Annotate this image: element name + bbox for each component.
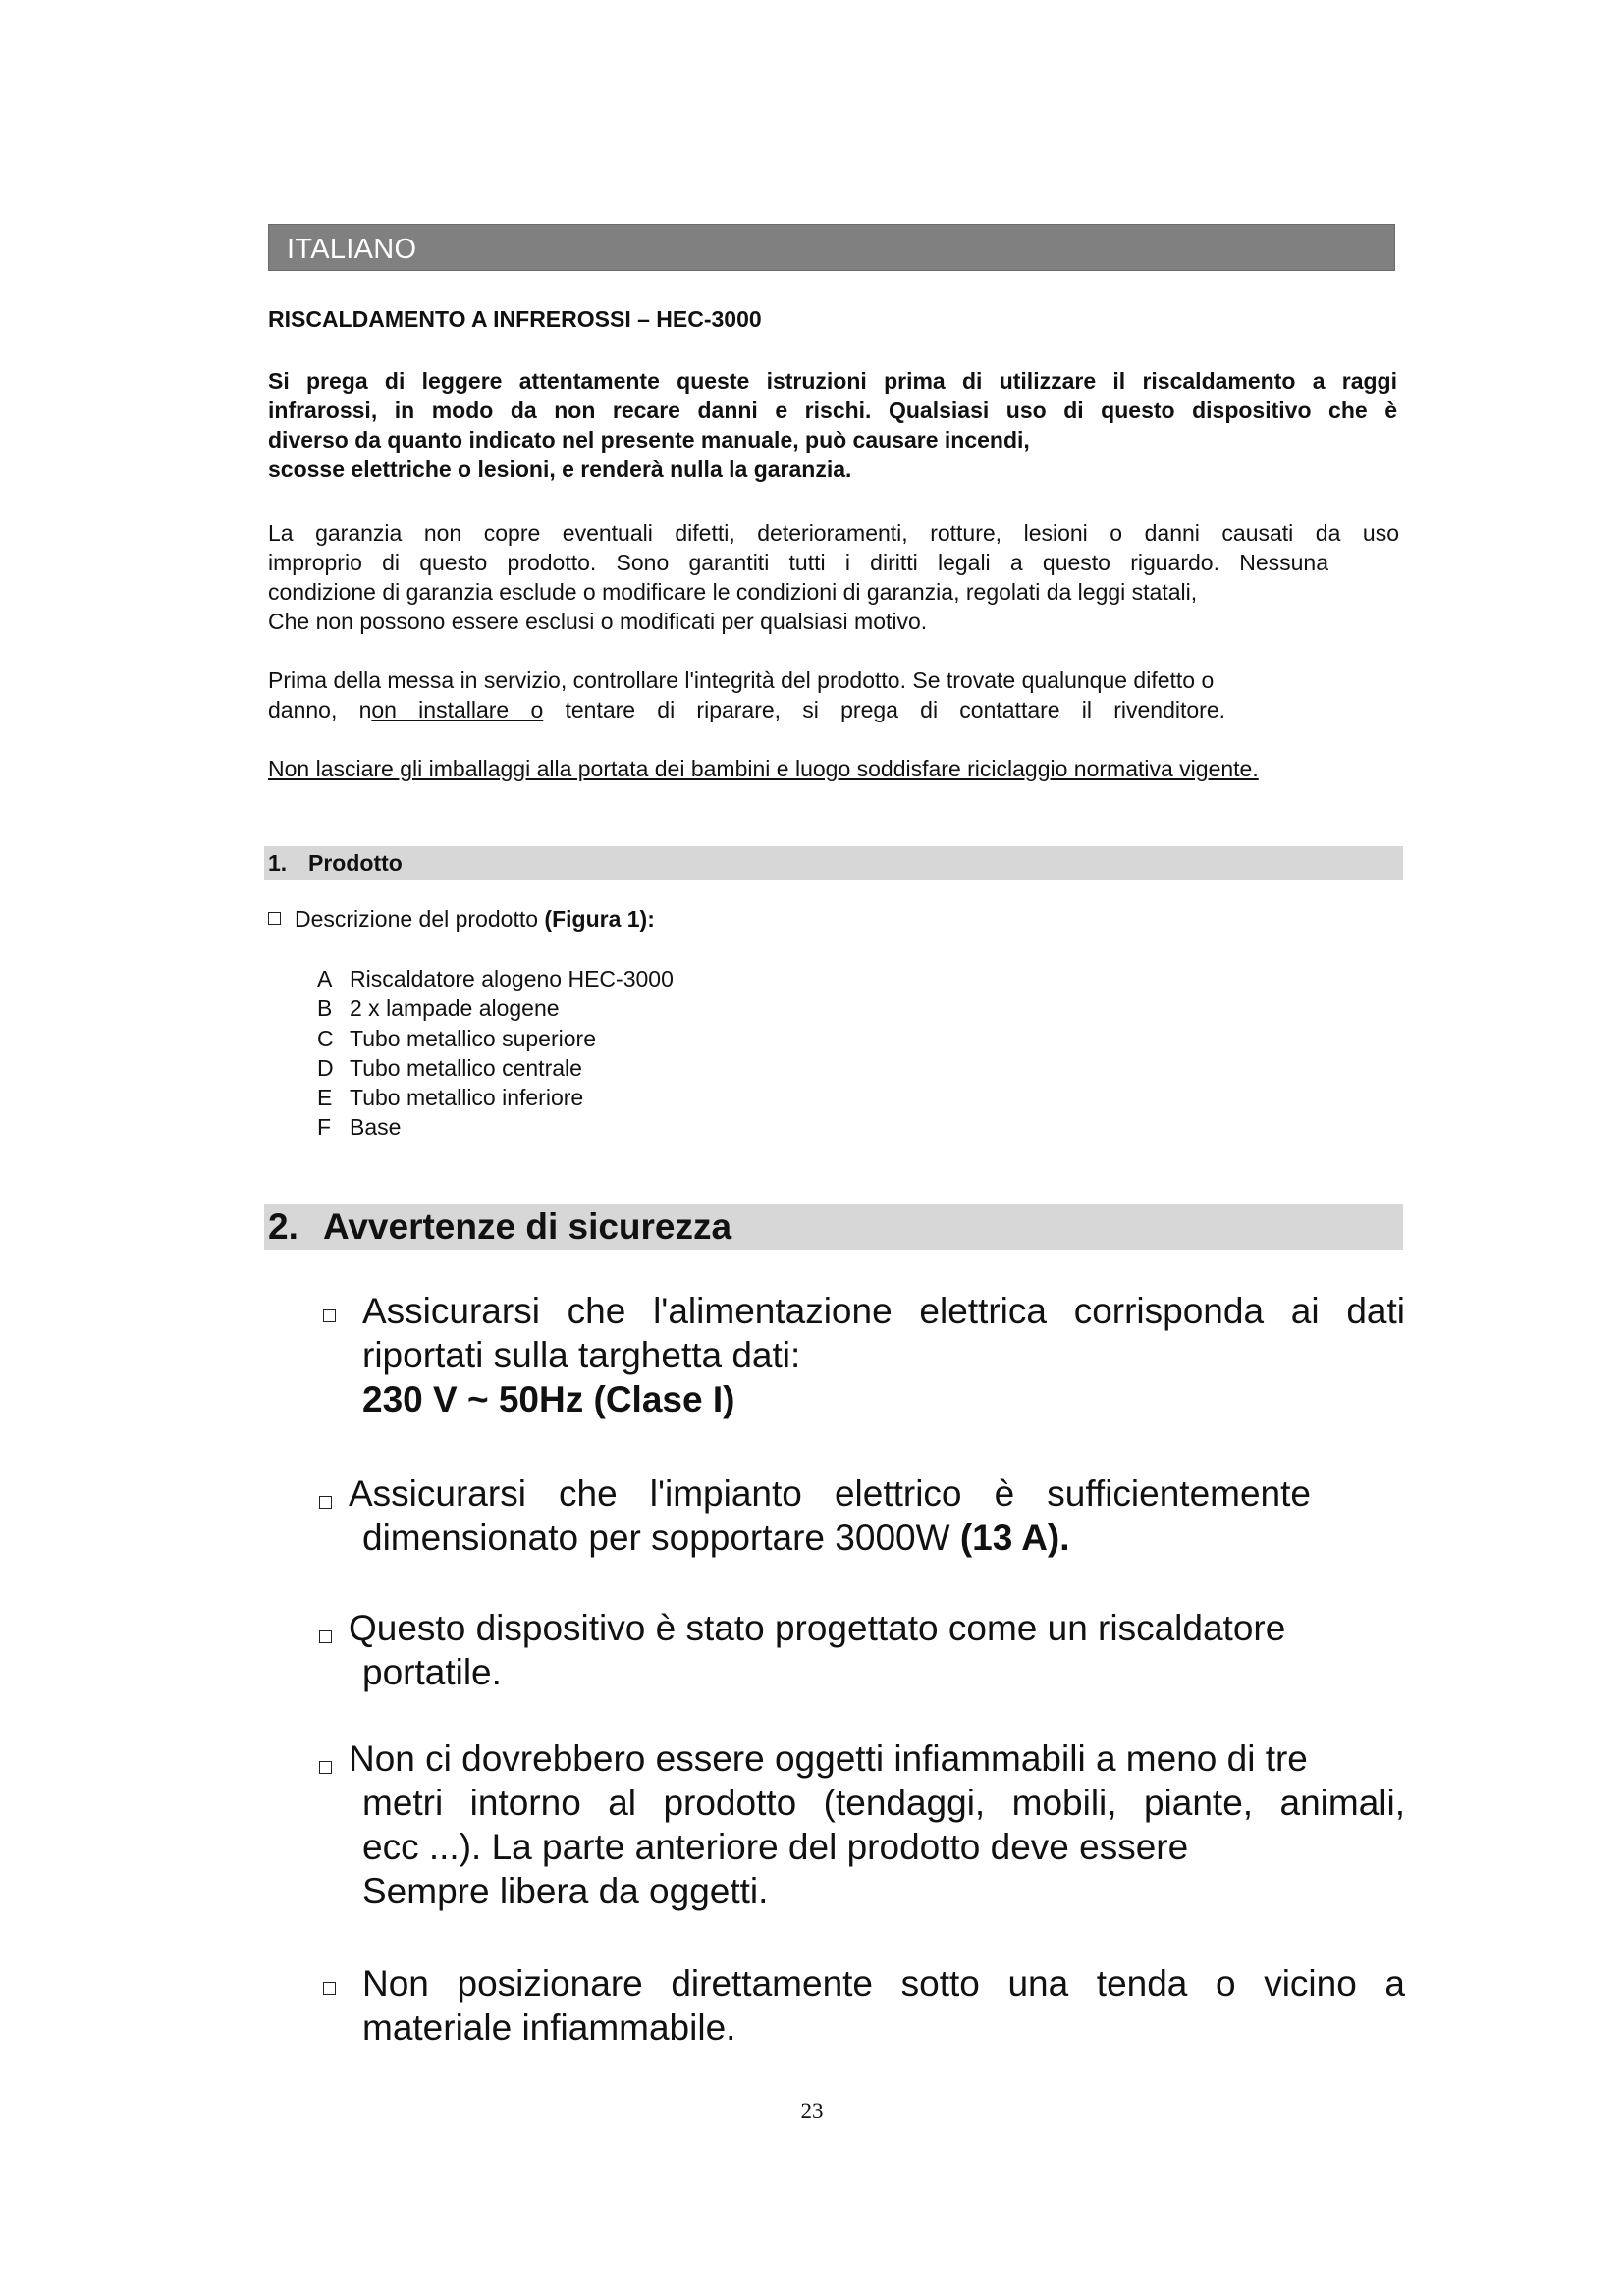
- language-label: ITALIANO: [287, 234, 417, 265]
- part-name: Tubo metallico inferiore: [350, 1085, 584, 1111]
- section-number: 2.: [268, 1206, 298, 1247]
- checkbox-bullet-icon: [319, 1496, 332, 1509]
- warning-line: Si prega di leggere attentamente queste istruzioni prima di utilizzare il riscaldamento a raggi: [268, 368, 1397, 394]
- safety-item: [319, 1471, 1311, 1560]
- part-name: 2 x lampade alogene: [350, 995, 560, 1022]
- list-item: [317, 993, 674, 1023]
- warning-line: diverso da quanto indicato nel presente manuale, può causare incendi,: [268, 427, 1030, 453]
- section-title: Prodotto: [308, 850, 403, 876]
- list-item: [317, 1053, 674, 1083]
- safety-line: riportati sulla targhetta dati:: [362, 1335, 801, 1375]
- warranty-line: La garanzia non copre eventuali difetti, deterioramenti, rotture, lesioni o danni causati da uso: [268, 520, 1399, 546]
- safety-item: [319, 1736, 1405, 1913]
- safety-line: metri intorno al prodotto (tendaggi, mobili, piante, animali,: [362, 1783, 1405, 1823]
- warning-line: infrarossi, in modo da non recare danni e rischi. Qualsiasi uso di questo dispositivo che è: [268, 398, 1397, 423]
- checkbox-bullet-icon: [319, 1761, 332, 1774]
- description-text: Descrizione del prodotto: [295, 906, 539, 932]
- safety-spec: 230 V ~ 50Hz (Clase I): [362, 1379, 735, 1419]
- language-header: [268, 224, 1395, 271]
- part-name: Tubo metallico centrale: [350, 1054, 582, 1081]
- safety-line: [362, 1516, 1311, 1560]
- warranty-line: condizione di garanzia esclude o modificare le condizioni di garanzia, regolati da leggi statali,: [268, 579, 1198, 605]
- safety-line: Assicurarsi che l'impianto elettrico è sufficientemente: [349, 1473, 1311, 1514]
- part-name: Riscaldatore alogeno HEC-3000: [350, 966, 674, 991]
- safety-line: ecc ...). La parte anteriore del prodotto deve essere: [362, 1827, 1189, 1867]
- section-2-heading: [264, 1204, 1403, 1250]
- inspection-underlined-text: on installare o: [371, 697, 544, 722]
- safety-item: [323, 1961, 1405, 2050]
- warning-line: scosse elettriche o lesioni, e renderà nulla la garanzia.: [268, 456, 852, 482]
- safety-line: Non ci dovrebbero essere oggetti infiammabili a meno di tre: [349, 1738, 1308, 1779]
- safety-line: portatile.: [362, 1652, 502, 1692]
- section-1-heading: [264, 846, 1403, 880]
- section-number: 1.: [268, 850, 288, 876]
- inspection-text: tentare di riparare, si prega di contattare il rivenditore.: [543, 697, 1226, 722]
- inspection-line: Prima della messa in servizio, controllare l'integrità del prodotto. Se trovate qualunque difetto o: [268, 667, 1215, 693]
- figure-reference: (Figura 1):: [544, 906, 655, 932]
- safety-line: Questo dispositivo è stato progettato come un riscaldatore: [349, 1608, 1286, 1648]
- part-name: Tubo metallico superiore: [350, 1025, 596, 1051]
- safety-spec: (13 A).: [959, 1518, 1070, 1558]
- packaging-note: Non lasciare gli imballaggi alla portata dei bambini e luogo soddisfare riciclaggio normativa vigente.: [268, 756, 1259, 781]
- checkbox-bullet-icon: [323, 1982, 336, 1995]
- safety-line: Assicurarsi che l'alimentazione elettrica corrisponda ai dati: [362, 1291, 1405, 1331]
- safety-item: [323, 1289, 1405, 1421]
- checkbox-bullet-icon: [268, 912, 281, 925]
- warranty-line: improprio di questo prodotto. Sono garantiti tutti i diritti legali a questo riguardo. Nessuna: [268, 550, 1328, 575]
- warranty-paragraph: [268, 518, 1399, 636]
- part-letter: F: [317, 1114, 332, 1141]
- list-item: [317, 1112, 674, 1142]
- product-description: [268, 906, 655, 933]
- part-letter: B: [317, 995, 333, 1022]
- part-letter: E: [317, 1085, 333, 1111]
- part-letter: D: [317, 1054, 334, 1081]
- part-letter: C: [317, 1025, 334, 1051]
- safety-item: [319, 1606, 1285, 1694]
- document-title: RISCALDAMENTO A INFREROSSI – HEC-3000: [268, 306, 762, 332]
- checkbox-bullet-icon: [319, 1630, 332, 1643]
- parts-list: [317, 964, 674, 1143]
- part-letter: A: [317, 966, 333, 991]
- inspection-line: [268, 695, 1225, 724]
- list-item: [317, 1083, 674, 1112]
- safety-line: materiale infiammabile.: [362, 2007, 736, 2048]
- section-title: Avvertenze di sicurezza: [323, 1206, 732, 1247]
- inspection-paragraph: [268, 666, 1363, 724]
- page-number: 23: [800, 2099, 824, 2123]
- safety-line: Sempre libera da oggetti.: [362, 1871, 769, 1911]
- part-name: Base: [350, 1114, 402, 1141]
- list-item: [317, 964, 674, 993]
- warranty-line: Che non possono essere esclusi o modificati per qualsiasi motivo.: [268, 609, 928, 634]
- inspection-text: danno, n: [268, 697, 372, 722]
- warning-paragraph: [268, 366, 1397, 484]
- safety-line: Non posizionare direttamente sotto una tenda o vicino a: [362, 1963, 1405, 2003]
- safety-text: dimensionato per sopportare 3000W: [362, 1518, 960, 1558]
- list-item: [317, 1024, 674, 1053]
- checkbox-bullet-icon: [323, 1309, 336, 1322]
